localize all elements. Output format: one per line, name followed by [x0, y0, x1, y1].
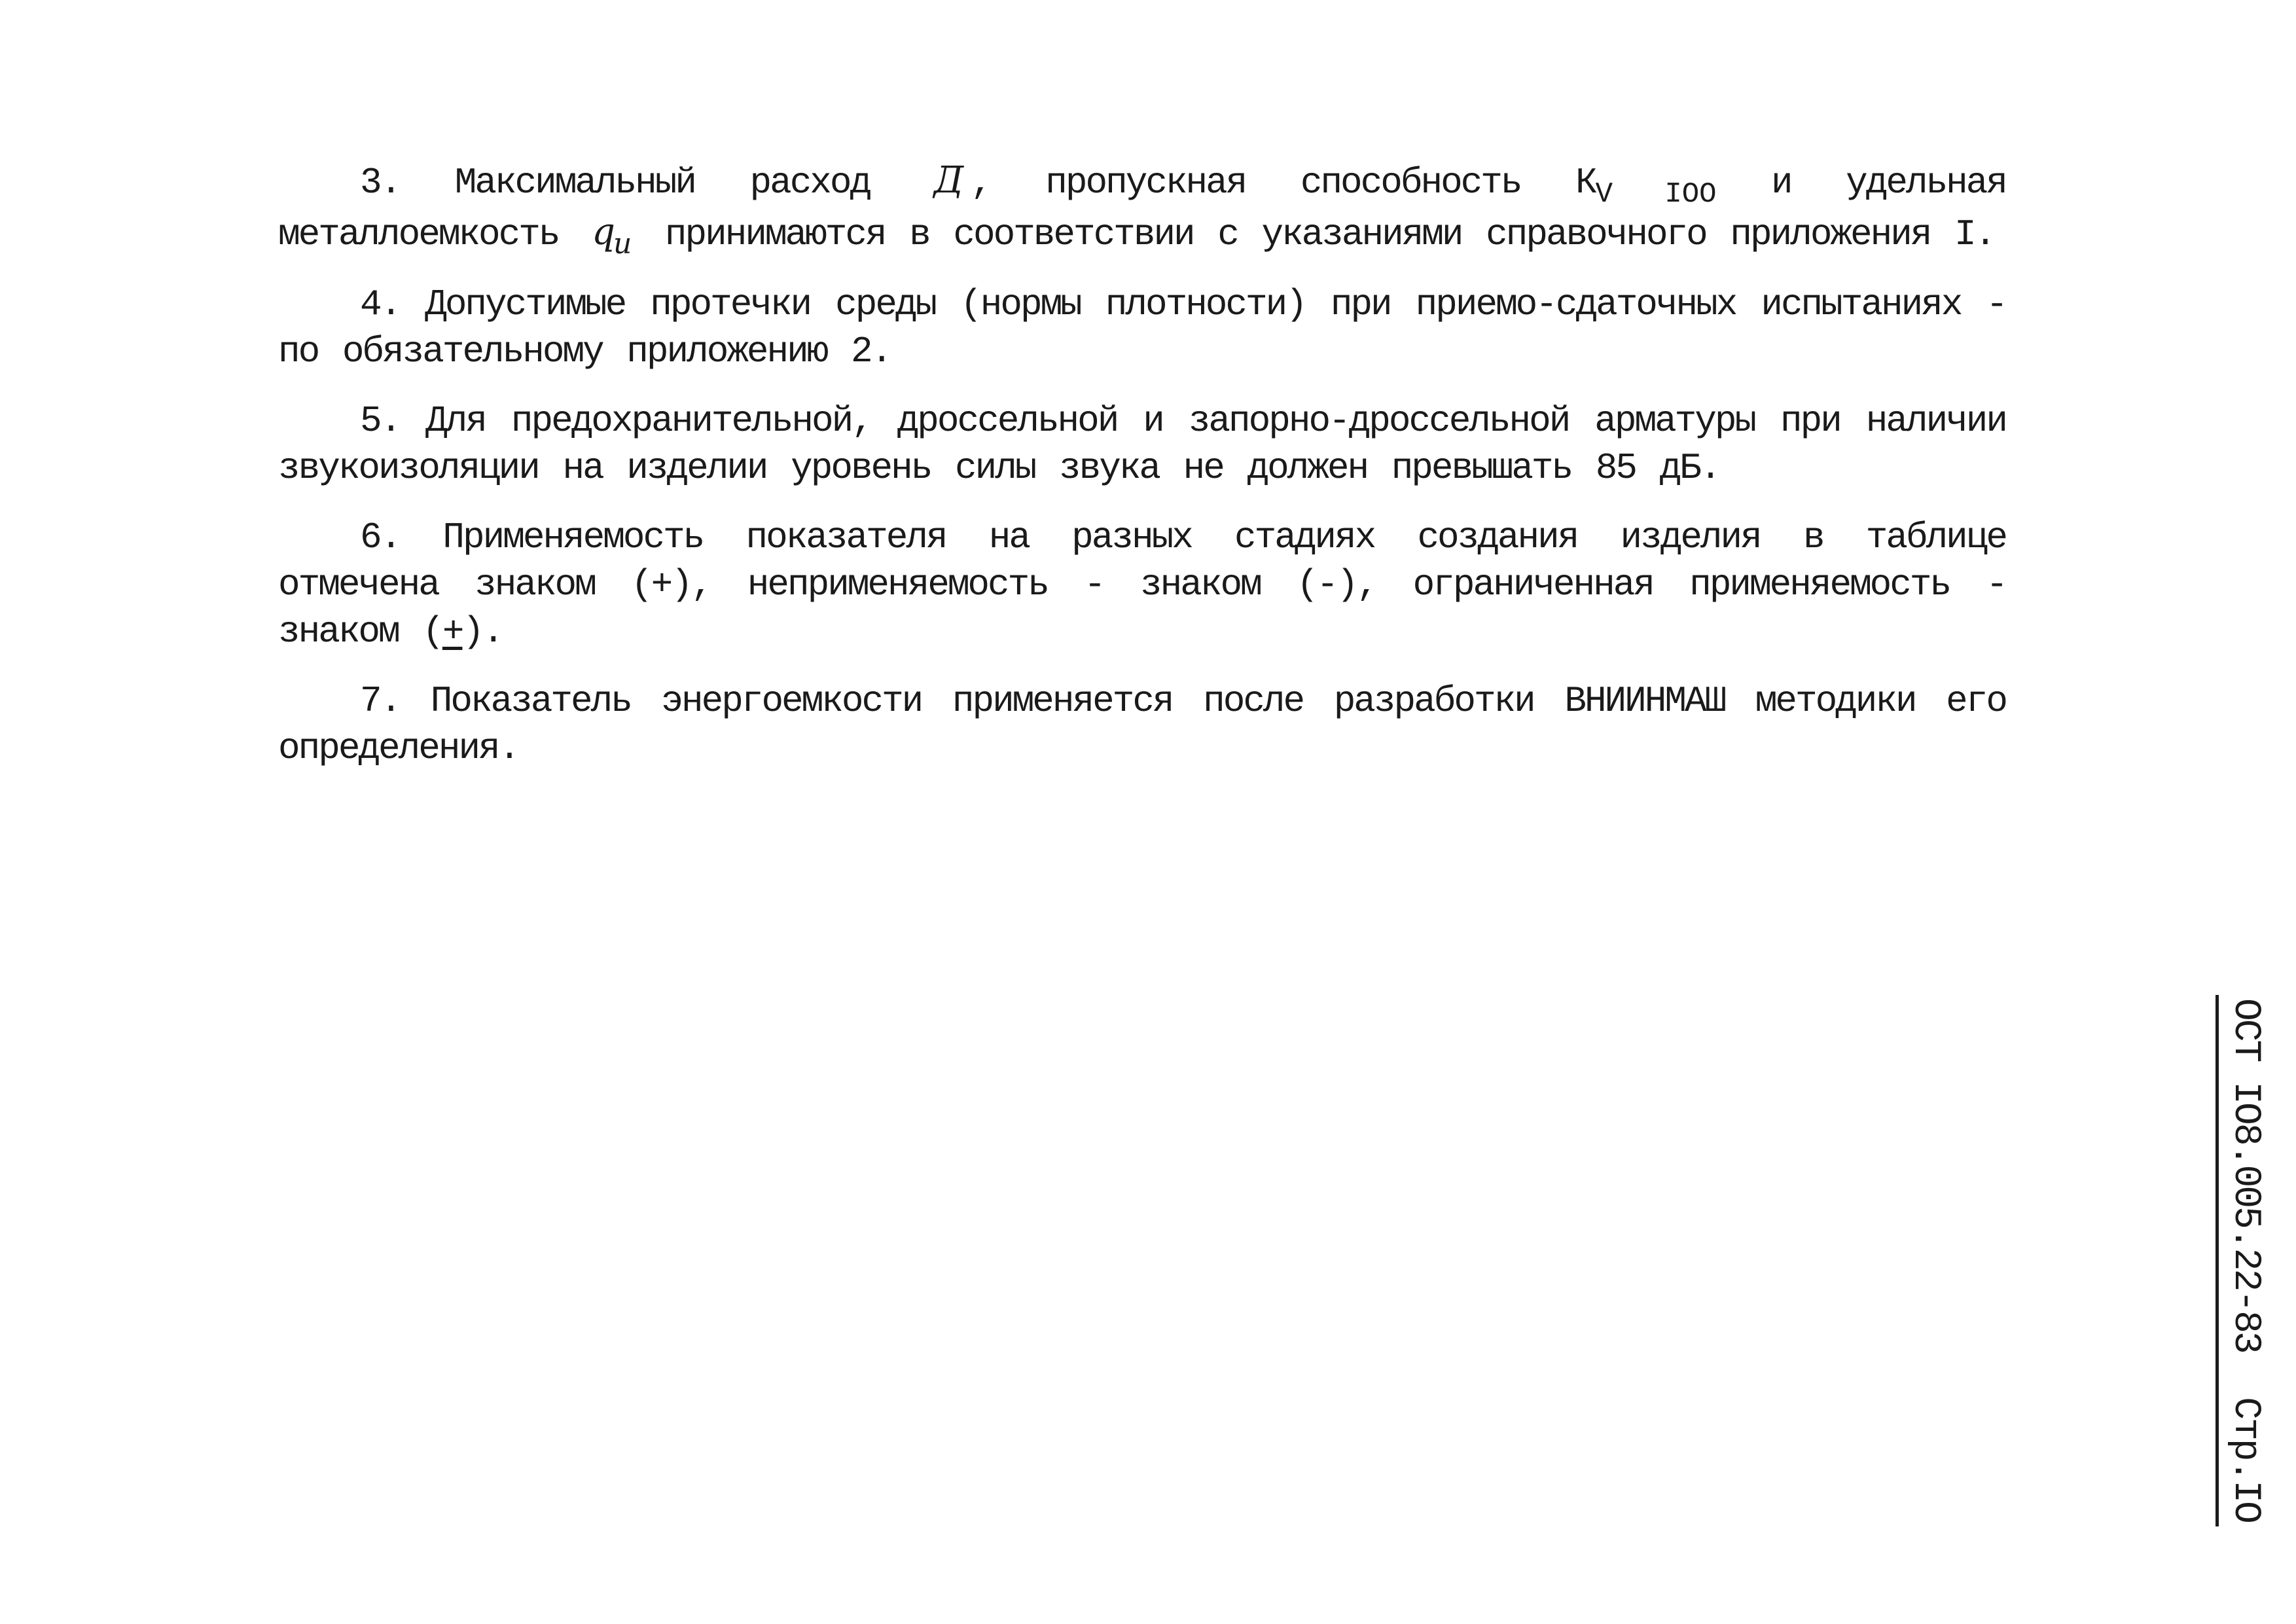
- p6-text-a: 6. Применяемость показателя на разных стадиях создания изделия в таблице отмечена знаком (+), неприменяемость - знаком (-), ограниченная применяемость - знаком (: [278, 516, 2006, 653]
- flow-rate-symbol: Д: [933, 159, 962, 202]
- page-number: Стр.IO: [2224, 1397, 2267, 1522]
- side-header: [2219, 998, 2271, 1522]
- q-letter: q: [592, 211, 613, 253]
- p3-text-b: , пропускная способность К: [971, 162, 1596, 204]
- plus-minus-sign: +: [442, 611, 463, 653]
- paragraph-6: [278, 514, 2006, 655]
- paragraph-5: 5. Для предохранительной, дроссельной и запорно-дроссельной арматуры при наличии звукоизоляции на изделии уровень силы звука не должен превышать 85 дБ.: [278, 400, 2006, 489]
- p6-text-b: ).: [462, 611, 503, 653]
- paragraph-7: 7. Показатель энергоемкости применяется после разработки ВНИИНМАШ методики его определения.: [278, 680, 2006, 769]
- p3-text-a: 3. Максимальный расход: [360, 162, 870, 204]
- q-subscript: и: [613, 227, 632, 261]
- p3-text-d: принимаются в соответствии с указаниями справочного приложения I.: [664, 213, 1995, 255]
- kv-subscript: V IOO: [1595, 178, 1717, 211]
- p3-text-c: и удельная металлоемкость: [278, 162, 2006, 255]
- document-code: ОСТ IO8.005.22-83: [2224, 998, 2267, 1352]
- main-text: [278, 157, 2006, 794]
- metal-intensity-symbol: [583, 211, 641, 261]
- paragraph-3: [278, 157, 2006, 259]
- paragraph-4: 4. Допустимые протечки среды (нормы плотности) при приемо-сдаточных испытаниях - по обязательному приложению 2.: [278, 283, 2006, 372]
